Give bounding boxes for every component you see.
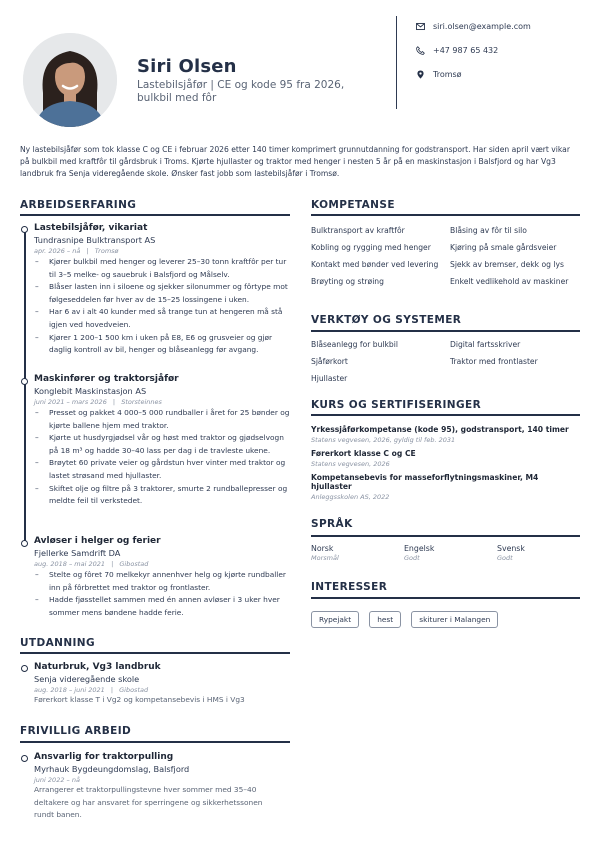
header-divider (396, 16, 397, 109)
interests-list (311, 607, 503, 628)
languages-heading: SPRÅK (311, 518, 353, 530)
contact-email[interactable] (416, 22, 531, 31)
experience-heading: ARBEIDSERFARING (20, 199, 137, 211)
job-company: Tundrasnipe Bulktransport AS (34, 235, 156, 245)
job-title: Maskinfører og traktorsjåfør (34, 374, 179, 384)
education-title: Naturbruk, Vg3 landbruk (34, 662, 161, 672)
skills-heading: KOMPETANSE (311, 199, 395, 211)
job-bullet: – Kjører 1 200–1 500 km i uken på E8, E6 og grusveier og gjør daglig kontroll av bil, henger og blåseanlegg før avgang. (34, 332, 292, 357)
education-dates: aug. 2018 – juni 2021 (34, 686, 105, 694)
candidate-name: Siri Olsen (137, 56, 237, 77)
job-meta: apr. 2026 – nå | Tromsø (34, 247, 119, 255)
job-marker (21, 226, 28, 233)
interests-rule (311, 597, 580, 599)
course-title: Førerkort klasse C og CE (311, 449, 416, 458)
language-name: Engelsk (404, 544, 435, 553)
location-pin-icon (416, 70, 425, 79)
job-bullet: – Har 6 av i alt 40 kunder med så trange tun at hengeren må stå igjen ved hovedveien. (34, 306, 292, 331)
tools-heading: VERKTØY OG SYSTEMER (311, 314, 462, 326)
job-marker (21, 378, 28, 385)
education-school: Senja videregående skole (34, 674, 140, 684)
job-title: Lastebilsjåfør, vikariat (34, 223, 148, 233)
skill-item: Blåsing av fôr til silo (450, 226, 527, 235)
volunteer-heading: FRIVILLIG ARBEID (20, 725, 132, 737)
experience-rule (20, 214, 290, 216)
languages-list (311, 544, 580, 562)
job-bullet: – Blåser lasten inn i siloene og sjekker silonummer og fôrtype mot følgeseddelen før hver av de 15–25 lossingene i uken. (34, 281, 292, 306)
tool-item: Traktor med frontlaster (450, 357, 538, 366)
volunteer-title: Ansvarlig for traktorpulling (34, 752, 174, 762)
volunteer-rule (20, 741, 290, 743)
job-dates: aug. 2018 – mai 2021 (34, 560, 106, 568)
job-place: Tromsø (94, 247, 119, 255)
job-company: Fjellerke Samdrift DA (34, 548, 121, 558)
profile-photo (23, 33, 117, 127)
interest-tag: hest (369, 611, 401, 628)
tool-item: Blåseanlegg for bulkbil (311, 340, 398, 349)
skill-item: Bulktransport av kraftfôr (311, 226, 405, 235)
language-item (497, 544, 580, 562)
skill-item: Brøyting og strøing (311, 277, 384, 286)
job-company: Konglebit Maskinstasjon AS (34, 386, 147, 396)
skill-item: Kontakt med bønder ved levering (311, 260, 439, 269)
job-place: Gibostad (119, 560, 149, 568)
languages-rule (311, 535, 580, 537)
course-meta: Statens vegvesen, 2026, gyldig til feb. 2031 (311, 436, 456, 444)
skills-rule (311, 214, 580, 216)
language-name: Norsk (311, 544, 334, 553)
interests-heading: INTERESSER (311, 581, 388, 593)
job-meta: juni 2021 – mars 2026 | Storsteinnes (34, 398, 162, 406)
contact-phone-text[interactable]: +47 987 65 432 (433, 46, 499, 55)
job-bullet: – Kjører bulkbil med henger og leverer 25–30 tonn kraftfôr per tur til 3–5 melke- og sauebruk i Balsfjord og Målselv. (34, 256, 292, 281)
job-place: Storsteinnes (121, 398, 162, 406)
skill-item: Kjøring på smale gårdsveier (450, 243, 557, 252)
volunteer-description: Arrangerer et traktorpullingstevne hver sommer med 35–40 deltakere og har ansvaret for sperringene og sikkerhetssonen rundt banen. (34, 785, 263, 820)
job-bullet: – Brøytet 60 private veier og gårdstun hver vinter med traktor og lastet strøsand med hjullaster. (34, 457, 292, 482)
job-bullets (34, 407, 292, 508)
language-level: Morsmål (311, 554, 339, 562)
job-title: Avløser i helger og ferier (34, 536, 161, 546)
course-meta: Statens vegvesen, 2026 (311, 460, 390, 468)
tool-item: Hjullaster (311, 374, 348, 383)
experience-timeline (24, 232, 26, 546)
job-dates: apr. 2026 – nå (34, 247, 81, 255)
course-title: Yrkessjåførkompetanse (kode 95), godstransport, 140 timer (311, 425, 569, 434)
contact-phone[interactable] (416, 46, 498, 55)
volunteer-marker (21, 755, 28, 762)
skill-item: Enkelt vedlikehold av maskiner (450, 277, 569, 286)
tools-list (311, 339, 580, 390)
education-place: Gibostad (119, 686, 149, 694)
courses-list (311, 425, 580, 501)
language-item (404, 544, 497, 562)
volunteer-org: Myrhauk Bygdeungdomslag, Balsfjord (34, 764, 190, 774)
tool-item: Sjåførkort (311, 357, 348, 366)
interest-tag: skiturer i Malangen (411, 611, 498, 628)
job-bullet: – Hadde fjøsstellet sammen med én annen avløser i 3 uker hver sommer mens bøndene hadde ferie. (34, 594, 292, 619)
language-name: Svensk (497, 544, 525, 553)
job-dates: juni 2021 – mars 2026 (34, 398, 107, 406)
job-meta: aug. 2018 – mai 2021 | Gibostad (34, 560, 149, 568)
course-title: Kompetansebevis for masseforflytningsmaskiner, M4 hjullaster (311, 473, 539, 491)
job-marker (21, 540, 28, 547)
courses-rule (311, 414, 580, 416)
portrait-image (23, 33, 117, 127)
language-item (311, 544, 404, 562)
contact-location (416, 70, 462, 79)
course-meta: Anleggsskolen AS, 2022 (311, 493, 390, 501)
job-bullets (34, 569, 292, 619)
job-entry (34, 374, 292, 508)
language-level: Godt (497, 554, 513, 562)
interest-tag: Rypejakt (311, 611, 359, 628)
education-entry (34, 662, 292, 707)
skills-list (311, 225, 580, 293)
skill-item: Sjekk av bremser, dekk og lys (450, 260, 564, 269)
job-bullet: – Skiftet olje og filtre på 3 traktorer, smurte 2 rundballepresser og meldte feil til verkstedet. (34, 483, 292, 508)
education-description: Førerkort klasse T i Vg2 og kompetansebevis i HMS i Vg3 (34, 695, 245, 704)
courses-heading: KURS OG SERTIFISERINGER (311, 399, 482, 411)
education-marker (21, 665, 28, 672)
profile-summary: Ny lastebilsjåfør som tok klasse C og CE i februar 2026 etter 140 timer komprimert grunnutdanning for godstransport. Har siden april vært vikar på bulkbil med kraftfôr til gårdsbruk i Troms. Kjørte hjullaster og traktor med henger i nesten 5 år på en maskinstasjon i Balsfjord og har Vg3 landbruk fra Senja videregående skole. Ønsker fast jobb som lastebilsjåfør i Tromsø. (20, 145, 570, 178)
contact-location-text: Tromsø (433, 70, 462, 79)
contact-email-text[interactable]: siri.olsen@example.com (433, 22, 531, 31)
volunteer-entry (34, 752, 292, 822)
volunteer-dates: juni 2022 – nå (34, 776, 80, 784)
skill-item: Kobling og rygging med henger (311, 243, 431, 252)
education-heading: UTDANNING (20, 637, 96, 649)
job-entry (34, 223, 292, 357)
tool-item: Digital fartsskriver (450, 340, 521, 349)
job-entry (34, 536, 292, 619)
phone-icon (416, 46, 425, 55)
job-bullet: – Stelte og fôret 70 melkekyr annenhver helg og kjørte rundballer inn på fôrbrettet med traktor og frontlaster. (34, 569, 292, 594)
language-level: Godt (404, 554, 420, 562)
job-bullet: – Kjørte ut husdyrgjødsel vår og høst med traktor og gjødselvogn på 18 m³ og hadde 30–40 lass per dag i de travleste ukene. (34, 432, 292, 457)
candidate-headline: Lastebilsjåfør | CE og kode 95 fra 2026, bulkbil med fôr (137, 79, 345, 104)
job-bullet: – Presset og pakket 4 000–5 000 rundballer i året for 25 bønder og kjørte ballene hjem med traktor. (34, 407, 292, 432)
mail-icon (416, 22, 425, 31)
education-rule (20, 652, 290, 654)
job-bullets (34, 256, 292, 357)
tools-rule (311, 330, 580, 332)
education-meta: aug. 2018 – juni 2021 | Gibostad (34, 686, 149, 694)
